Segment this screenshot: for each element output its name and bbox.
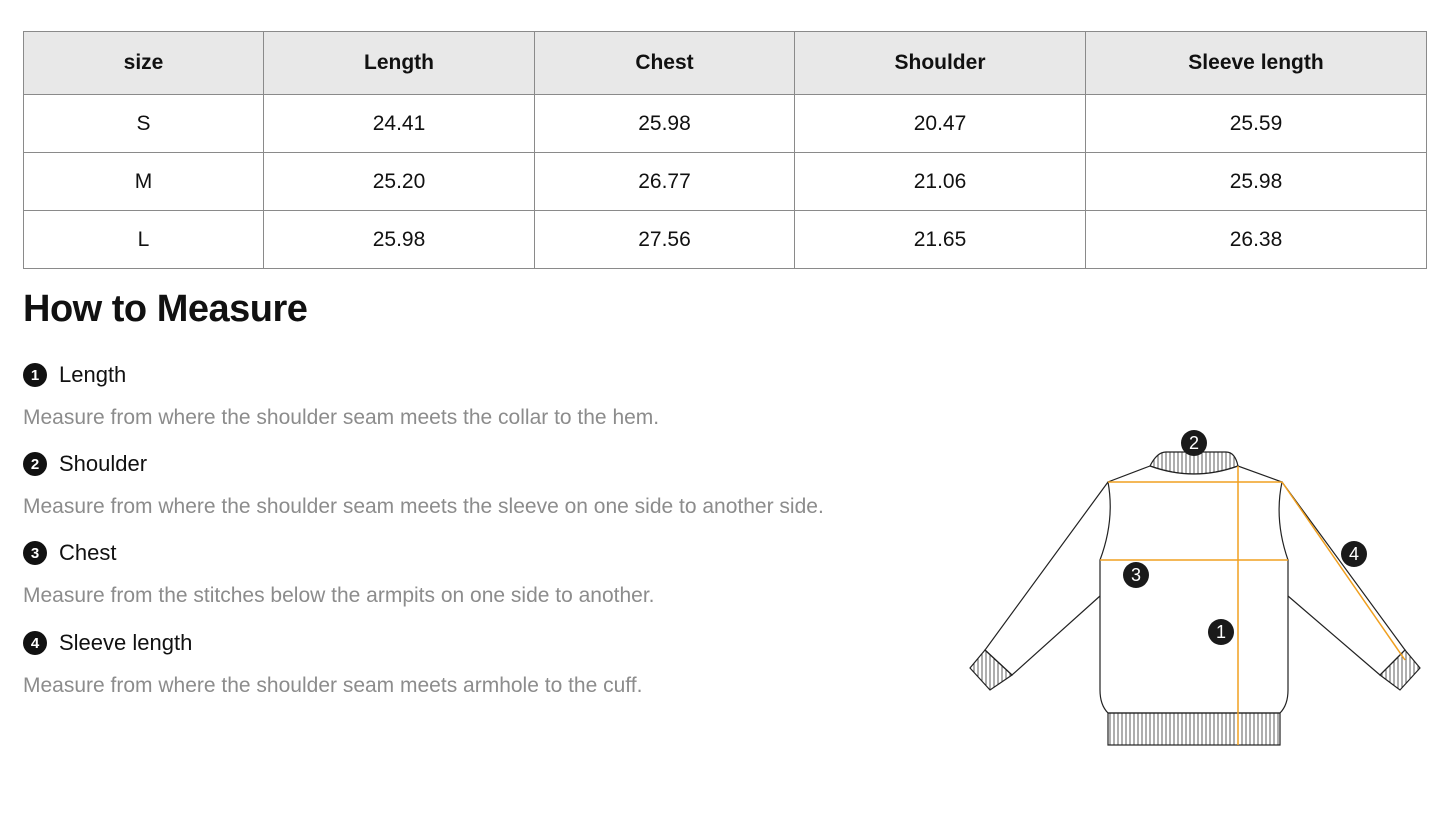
column-header: Length: [264, 32, 535, 95]
table-cell: 21.06: [795, 153, 1086, 211]
step-chest: [23, 540, 116, 566]
column-header: Sleeve length: [1086, 32, 1427, 95]
number-badge: 3: [23, 541, 47, 565]
marker-label: 2: [1188, 433, 1200, 453]
column-header: Chest: [535, 32, 795, 95]
step-length: [23, 362, 126, 388]
column-header: Shoulder: [795, 32, 1086, 95]
table-cell: 25.98: [1086, 153, 1427, 211]
table-cell: 20.47: [795, 95, 1086, 153]
number-badge: 1: [23, 363, 47, 387]
sweater-measurement-diagram: [960, 420, 1430, 760]
table-cell: 25.59: [1086, 95, 1427, 153]
table-row: [24, 211, 1427, 269]
step-description: Measure from where the shoulder seam meets the sleeve on one side to another side.: [23, 495, 824, 518]
step-description: Measure from the stitches below the armpits on one side to another.: [23, 584, 655, 607]
table-cell: 25.98: [264, 211, 535, 269]
step-title: Shoulder: [59, 451, 148, 476]
sweater-outline: [970, 452, 1420, 745]
number-badge: 2: [23, 452, 47, 476]
page-title: How to Measure: [23, 288, 308, 330]
table-header-row: [24, 32, 1427, 95]
sleeve-line: [1282, 482, 1405, 660]
size-chart-table: [23, 31, 1427, 269]
marker-label: 3: [1130, 565, 1142, 585]
step-description: Measure from where the shoulder seam meets armhole to the cuff.: [23, 674, 643, 697]
step-title: Chest: [59, 540, 117, 565]
step-description: Measure from where the shoulder seam meets the collar to the hem.: [23, 406, 660, 429]
step-title: Sleeve length: [59, 630, 193, 655]
marker-label: 1: [1215, 622, 1227, 642]
table-cell: 25.98: [535, 95, 795, 153]
marker-label: 4: [1348, 544, 1360, 564]
table-cell: L: [24, 211, 264, 269]
table-cell: 25.20: [264, 153, 535, 211]
table-cell: 24.41: [264, 95, 535, 153]
table-row: [24, 95, 1427, 153]
table-cell: 21.65: [795, 211, 1086, 269]
table-row: [24, 153, 1427, 211]
column-header: size: [24, 32, 264, 95]
step-shoulder: [23, 451, 147, 477]
number-badge: 4: [23, 631, 47, 655]
table-cell: 26.38: [1086, 211, 1427, 269]
table-cell: 26.77: [535, 153, 795, 211]
step-sleeve-length: [23, 630, 192, 656]
table-cell: 27.56: [535, 211, 795, 269]
step-title: Length: [59, 362, 127, 387]
table-cell: M: [24, 153, 264, 211]
table-cell: S: [24, 95, 264, 153]
